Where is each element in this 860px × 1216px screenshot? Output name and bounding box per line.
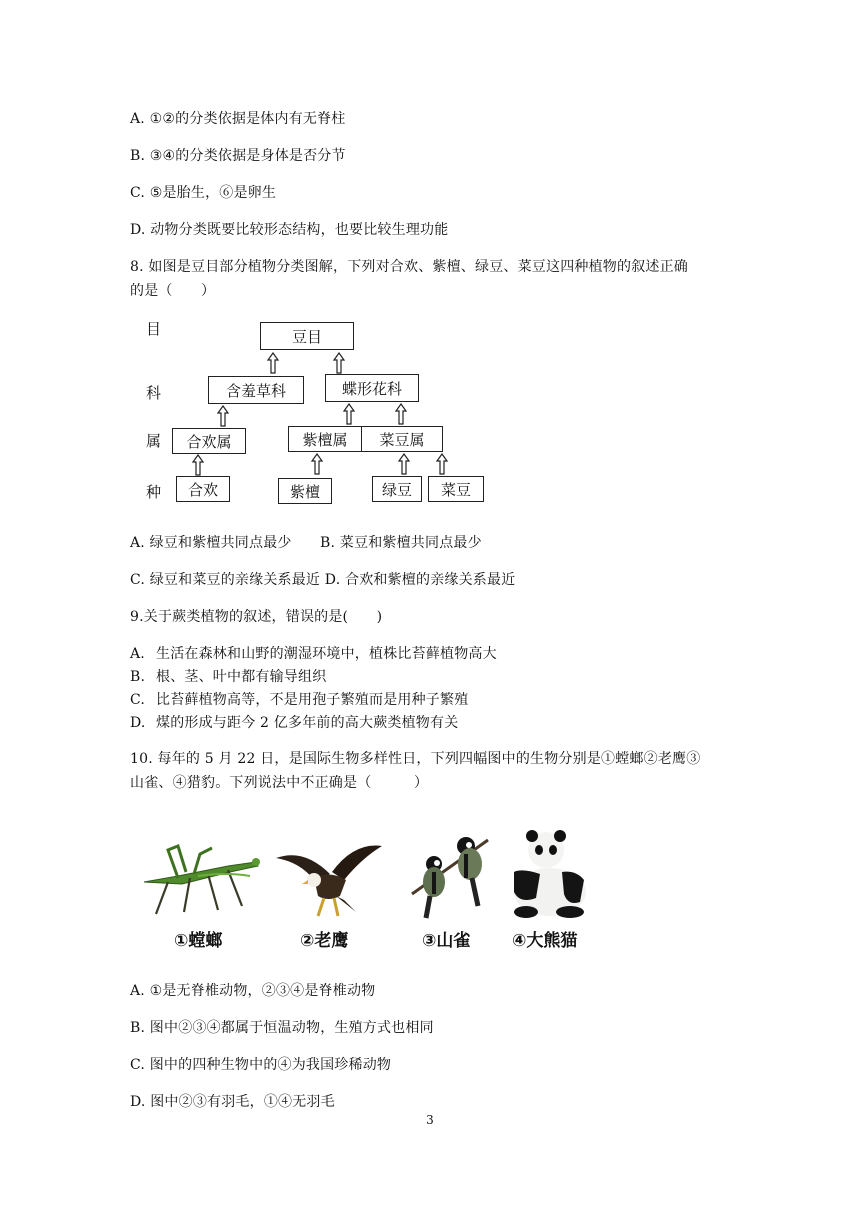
caption-panda: ④大熊猫 [512, 931, 578, 951]
classification-diagram [140, 316, 500, 512]
up-arrow-icon [333, 352, 345, 374]
q10-stem-line1: 10. 每年的 5 月 22 日，是国际生物多样性日，下列四幅图中的生物分别是①螳螂②老鹰③ [130, 751, 701, 767]
rank-species: 种 [146, 483, 162, 501]
eagle-image [274, 840, 384, 920]
q8-options-line1: A. 绿豆和紫檀共同点最少 B. 菜豆和紫檀共同点最少 [130, 535, 482, 551]
genus-box-phaseolus: 菜豆属 [361, 426, 443, 452]
q9-option-b [130, 666, 326, 686]
genus-box-albizia: 合欢属 [172, 428, 246, 454]
option-text: 比苔藓植物高等，不是用孢子繁殖而是用种子繁殖 [156, 692, 469, 708]
tit-birds-image [408, 826, 492, 920]
q7-option-c: C. ⑤是胎生，⑥是卵生 [130, 185, 277, 201]
family-box-mimosaceae: 含羞草科 [208, 376, 304, 404]
q9-option-c [130, 689, 468, 709]
up-arrow-icon [398, 453, 410, 475]
q9-stem: 9.关于蕨类植物的叙述，错误的是( ) [130, 609, 383, 625]
genus-box-pterocarpus: 紫檀属 [288, 426, 362, 452]
q10-option-a: A. ①是无脊椎动物，②③④是脊椎动物 [130, 983, 376, 999]
rank-family: 科 [146, 384, 162, 402]
caption-eagle: ②老鹰 [300, 931, 349, 951]
panda-image [510, 828, 592, 918]
family-box-papilionaceae: 蝶形花科 [325, 374, 419, 402]
q9-option-a [130, 643, 497, 663]
q8-options-line2: C. 绿豆和菜豆的亲缘关系最近 D. 合欢和紫檀的亲缘关系最近 [130, 572, 516, 588]
q7-option-d: D. 动物分类既要比较形态结构，也要比较生理功能 [130, 222, 449, 238]
q10-option-d: D. 图中②③有羽毛，①④无羽毛 [130, 1094, 335, 1110]
caption-mantis: ①螳螂 [174, 931, 223, 951]
up-arrow-icon [343, 403, 355, 425]
option-label: D. [130, 715, 146, 731]
option-text: 煤的形成与距今 2 亿多年前的高大蕨类植物有关 [156, 715, 459, 731]
q10-option-b: B. 图中②③④都属于恒温动物，生殖方式也相同 [130, 1020, 434, 1036]
q10-stem-line2: 山雀、④猎豹。下列说法中不正确是（ ） [130, 775, 429, 791]
up-arrow-icon [311, 453, 323, 475]
q7-option-b: B. ③④的分类依据是身体是否分节 [130, 148, 346, 164]
up-arrow-icon [436, 453, 448, 475]
rank-genus: 属 [146, 432, 162, 450]
q9-option-d [130, 712, 458, 732]
option-text: 生活在森林和山野的潮湿环境中，植株比苔藓植物高大 [156, 646, 497, 662]
q8-stem-line1: 8. 如图是豆目部分植物分类图解，下列对合欢、紫檀、绿豆、菜豆这四种植物的叙述正确 [130, 259, 689, 275]
animal-pictures [130, 818, 600, 958]
page-number: 3 [426, 1113, 434, 1127]
up-arrow-icon [395, 403, 407, 425]
q10-option-c: C. 图中的四种生物中的④为我国珍稀动物 [130, 1057, 392, 1073]
q8-stem-line2: 的是（ ） [130, 283, 216, 299]
up-arrow-icon [217, 405, 229, 427]
q7-option-a: A. ①②的分类依据是体内有无脊柱 [130, 111, 346, 127]
species-box-rosewood: 紫檀 [278, 478, 332, 504]
species-box-mung-bean: 绿豆 [372, 476, 422, 502]
mantis-image [138, 836, 264, 916]
up-arrow-icon [192, 454, 204, 476]
species-box-kidney-bean: 菜豆 [428, 476, 484, 502]
caption-tit: ③山雀 [422, 931, 471, 951]
option-label: C. [130, 692, 146, 708]
rank-order: 目 [146, 320, 162, 338]
option-label: A. [130, 646, 145, 662]
up-arrow-icon [267, 352, 279, 374]
species-box-albizia: 合欢 [176, 476, 230, 502]
option-text: 根、茎、叶中都有输导组织 [156, 669, 327, 685]
option-label: B. [130, 669, 146, 685]
order-box: 豆目 [260, 322, 354, 350]
